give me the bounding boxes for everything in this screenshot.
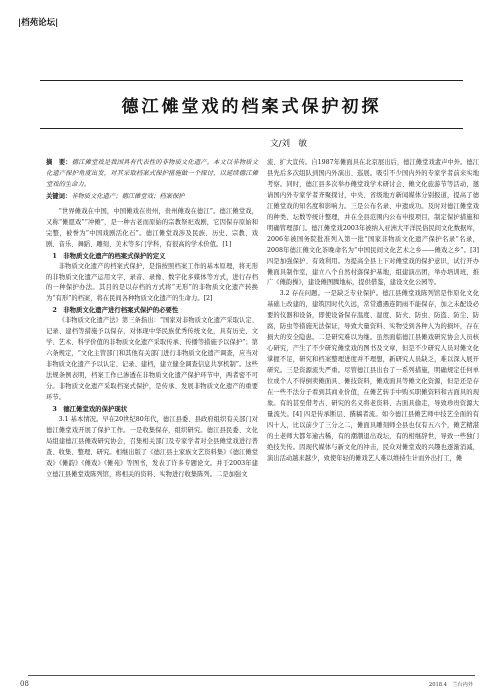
title-rule-bottom <box>40 128 463 129</box>
paragraph: “世界傩戏在中国，中国傩戏在贵州，贵州傩戏在德江”。德江傩堂戏，又称“傩愿戏”“冲傩”，是一种古老而原始的宗教祭祀戏剧，它因保存原始和完整，被誉为“中国戏剧活化石”。德江傩堂戏涉及民族、历史、宗教、戏剧、音乐、舞蹈、雕刻、美术等多门学科，有很高的学术价值。[1] <box>46 207 258 248</box>
keywords-label: 关键词： <box>46 192 72 200</box>
keywords <box>46 192 258 203</box>
paragraph: 3.2 存在问题。一是缺乏专业保护。德江县傩堂戏陈列馆是作原化文化基础上改建的，建筑因时代久远，常常遭遇连阴雨不能保存，加之未配设必要的仪器和设备，即使设备保存温度、湿度、防火、防虫、防盗、防尘、防腐，防虫等措施无法保证，导致大量资料、实物受到各种人为的损坏，存在损大的安全隐患。二是研究难以为继。虽然面临德江县傩戏研究协会人员核心研究，产生了不少研究傩堂戏的图书及文章，但是不少研究人员对傩文化掌握不足，研究和档案整理进度并不理想，新研究人员缺乏，难以深入展开研究。三是资源流失严重。尽管德江县出台了一系列措施，明确规定任何单位或个人不得倒卖傩面具、傩技资料，傩戏面具等傩文化资源，但是还是存在一些不法分子看到其商业价值，在傩艺转手中购买职傩资料和古面具的现象。有的甚至借考古、研究的名义将老资料、古面具偷走，导致珍贵资源大量流失。[4] 四是传承断层、撰稿者流。如今德江县傩艺师中技艺全面的有四十人，比以前少了三分之二，傩面具雕刻师全县也仅有五六个，傩艺精湛的土老师大都年逾古稀，有的潮潮退出戏坛，有的相继辞世，导致一些独门绝技失传。因现代媒体与新文化的冲击，民众对傩堂戏的兴趣也逐渐消减，演出活动越来越少，致使年轻的傩戏艺人难以维持生计而外出打工，傩 <box>267 290 479 462</box>
section-tag: |档苑论坛| <box>18 18 59 28</box>
issue-label: 2018.4 兰台内外 <box>428 682 473 688</box>
footer-rule <box>28 675 475 676</box>
abstract <box>46 158 258 191</box>
paragraph: 《非物质文化遗产法》第三条指出：“国家对非物质文化遗产采取认定、记录、建档等措施予以保存，对体现中华民族优秀传统文化，具有历史、文学、艺术、科学价值的非物质文化遗产采取传承、传播等措施予以保护”；第六条规定，“文化主管部门和其他有关部门进行非物质文化遗产调查，应当对非物质文化遗产予以认定、记录、建档，建立健全调查信息共享机制”。这些法规条例表明，档案工作已渗透在非物质文化遗产保护环节中，两者密不可分。非物质文化遗产采取档案式保护，是传承、发展非物质文化遗产的重要环节。 <box>46 317 258 402</box>
article-title: 德江傩堂戏的档案式保护初探 <box>121 97 382 117</box>
section-heading: 2 非物质文化遗产进行档案式保护的必要性 <box>52 306 179 315</box>
section-heading: 3 德江傩堂戏的保护现状 <box>52 404 128 413</box>
paragraph: 3.1 基本情况。早在20世纪80年代，德江县委、县政府组织有关部门对德江傩堂戏开展了保护工作。一是收集保存，组织研究。德江县民委、文化局组建德江县傩戏研究协会，召集相关部门及专家学者对全县傩堂戏进行普查、收集、整理、研究。相继出版了《德江县土家族文艺资料集》《德江傩堂戏》《傩韵》《傩戏》《傩苑》等图书，发表了许多专题论文。并于2003年建立德江县傩堂戏陈列馆，将相关的资料、实物进行收集陈列。二是加强文 <box>46 415 258 478</box>
right-column <box>267 158 479 465</box>
abstract-label: 摘 要： <box>46 159 72 166</box>
keywords-text: 非物质文化遗产；德江傩堂戏；档案保护 <box>71 192 185 200</box>
title-rule-top <box>40 80 463 81</box>
paragraph: 流、扩大宣传。自1987年傩面具在北京展出后，德江傩堂戏蜚声中外。德江县先后多次组队到国内外演出、巡展。吸引不少国内外的专家学者前来实地考察。同时，德江县多次举办傩堂戏学术研讨会、傩文化旅游节等活动，邀请国内外专家学者齐聚探讨，中央、省级地方新闻媒体分别报道，提高了德江傩堂戏的知名度和影响力。三是公布名录、申遗成功。及时对德江傩堂戏的种类、坛数等统计整理，并在全县范围内公布申报项目，制定保护措施和明确管理部门。德江傩堂戏2003年被纳入亚洲大平洋民俗民间文化数据库，2006年被国务院批准列入第一批“国家非物质文化遗产保护名录”名录，2008年德江傩文化茶晚命名为“中国民间文化艺术之乡——傩戏之乡”。[3] 四是加强保护、有效利用。为提高全县上下对傩堂戏的保护意识，试行开办傩面具制作室，建立八个自然村落保护基地，组建演出团，举办培训班，推广《傩韵操》，建设傩图腾地标，提供借鉴，建设文化公园等。 <box>267 159 479 287</box>
article-author: 文/刘 敏 <box>270 139 307 149</box>
section-heading: 1 非物质文化遗产的档案式保护的定义 <box>52 251 166 260</box>
left-column <box>46 158 258 481</box>
page-number: 08 <box>20 680 29 688</box>
abstract-text: 德江傩堂戏是我国具有代表性的非物质文化遗产。本文以非物质文化遗产保护角度出发，对其采取档案式保护措施做一个探讨，以延续德江傩堂戏的生命力。 <box>46 159 259 188</box>
paragraph: 非物质文化遗产的档案式保护，是指按照档案工作的基本原理，将无形的非物质文化遗产运用文字、录音、录像、数字化多媒体等方式，进行存档的一种保护办法。其目的是以存档的方式将“无形”的非物质文化遗产转换为“有形”的档案，将在民间各种物质文化遗产的生命力。[2] <box>46 262 258 303</box>
